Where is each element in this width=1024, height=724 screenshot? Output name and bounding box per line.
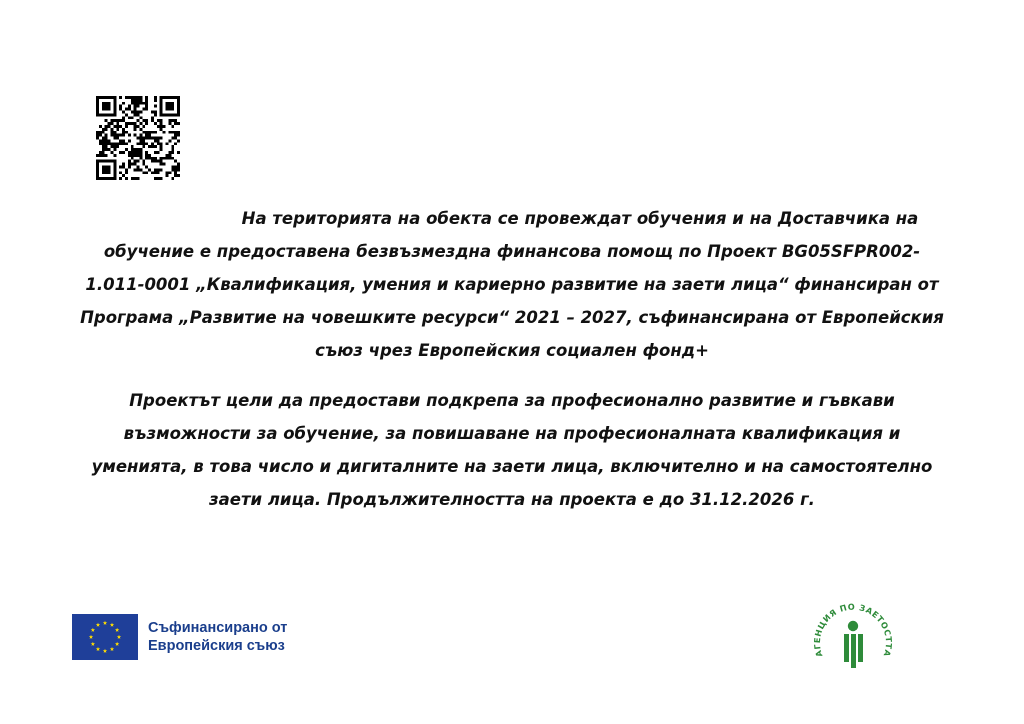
eu-flag-icon bbox=[72, 614, 138, 660]
employment-agency-logo bbox=[808, 592, 898, 678]
qr-code bbox=[96, 96, 180, 180]
eu-cofunded-logo bbox=[72, 614, 320, 660]
eu-logo-text bbox=[148, 619, 287, 655]
eu-logo-line-2: Европейския съюз bbox=[148, 638, 285, 654]
agency-arc-text: АГЕНЦИЯ ПО ЗАЕТОСТТА bbox=[811, 601, 895, 659]
paragraph-funding-notice bbox=[80, 202, 944, 367]
person-icon bbox=[844, 621, 863, 668]
eu-logo-line-1: Съфинансирано от bbox=[148, 620, 288, 636]
paragraph-project-goal: Проектът цели да предостави подкрепа за професионално развитие и гъвкави възможности за обучение, за повишаване на професионалната квалификация и уменията, в това число и дигиталните на заети лица, включително и на самостоятелно заети лица. Продължителността на проекта е до 31.12.2026 г. bbox=[91, 391, 933, 509]
qr-code-icon bbox=[96, 96, 180, 180]
paragraph-funding-notice-text: На територията на обекта се провеждат обучения и на Доставчика на обучение е предоставена безвъзмездна финансова помощ по Проект BG05SFPR002-1.011-0001 „Квалификация, умения и кариерно развитие на заети лица“ финансиран от Програма „Развитие на човешките ресурси“ 2021 – 2027, съфинансирана от Европейския съюз чрез Европейския социален фонд+ bbox=[80, 209, 944, 360]
